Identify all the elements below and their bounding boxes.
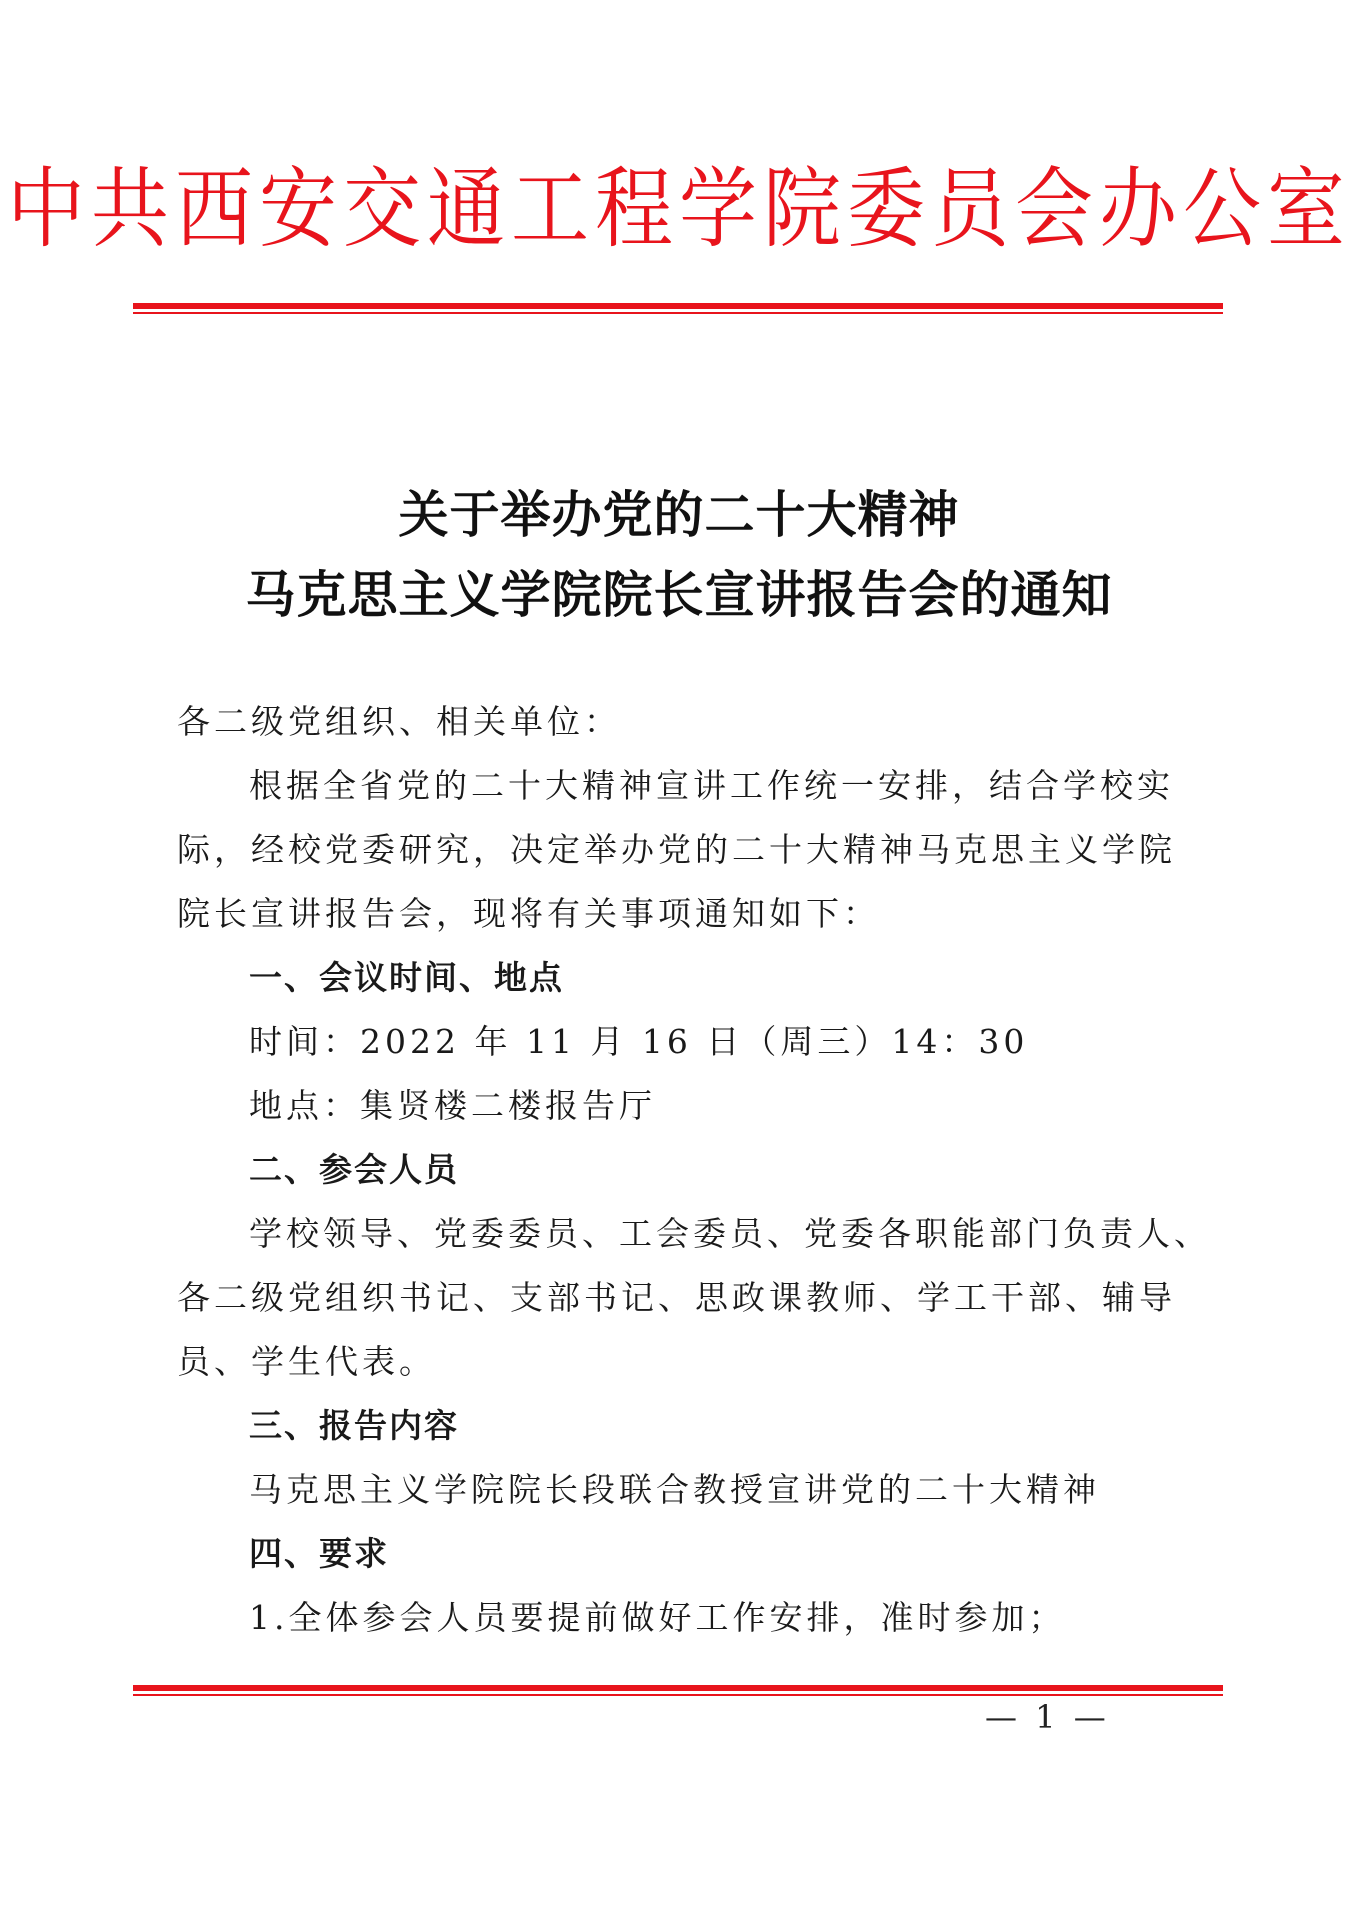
- letterhead-org-name: 中共西安交通工程学院委员会办公室: [6, 159, 1351, 261]
- footer-rule-thick: [133, 1685, 1223, 1691]
- intro-line-2: 际，经校党委研究，决定举办党的二十大精神马克思主义学院: [177, 830, 1176, 869]
- notice-body: [177, 690, 1211, 1650]
- section-heading-attendees: 二、参会人员: [249, 1150, 459, 1189]
- notice-title-line-1: 关于举办党的二十大精神: [398, 486, 960, 544]
- report-content: 马克思主义学院院长段联合教授宣讲党的二十大精神: [249, 1470, 1100, 1509]
- letterhead-red-rule: [133, 303, 1223, 314]
- meeting-place: 地点：集贤楼二楼报告厅: [249, 1086, 656, 1125]
- intro-line-3: 院长宣讲报告会，现将有关事项通知如下：: [177, 894, 880, 933]
- intro-line-1: 根据全省党的二十大精神宣讲工作统一安排，结合学校实: [249, 766, 1174, 805]
- section-heading-content: 三、报告内容: [249, 1406, 459, 1445]
- notice-title-line-2: 马克思主义学院院长宣讲报告会的通知: [245, 566, 1113, 624]
- footer-red-rule: [133, 1685, 1223, 1696]
- red-rule-thin: [133, 312, 1223, 314]
- section-heading-requirements: 四、要求: [249, 1534, 389, 1573]
- footer-rule-thin: [133, 1694, 1223, 1696]
- attendees-line-3: 员、学生代表。: [177, 1342, 436, 1381]
- section-heading-time-place: 一、会议时间、地点: [249, 958, 564, 997]
- red-rule-thick: [133, 303, 1223, 309]
- meeting-time: 时间：2022 年 11 月 16 日（周三）14：30: [249, 1022, 1029, 1061]
- addressee: 各二级党组织、相关单位：: [177, 702, 621, 741]
- attendees-line-1: 学校领导、党委委员、工会委员、党委各职能部门负责人、: [249, 1214, 1211, 1253]
- requirement-item-1: 1.全体参会人员要提前做好工作安排，准时参加；: [249, 1598, 1066, 1637]
- attendees-line-2: 各二级党组织书记、支部书记、思政课教师、学工干部、辅导: [177, 1278, 1176, 1317]
- page-number: — 1 —: [985, 1698, 1110, 1736]
